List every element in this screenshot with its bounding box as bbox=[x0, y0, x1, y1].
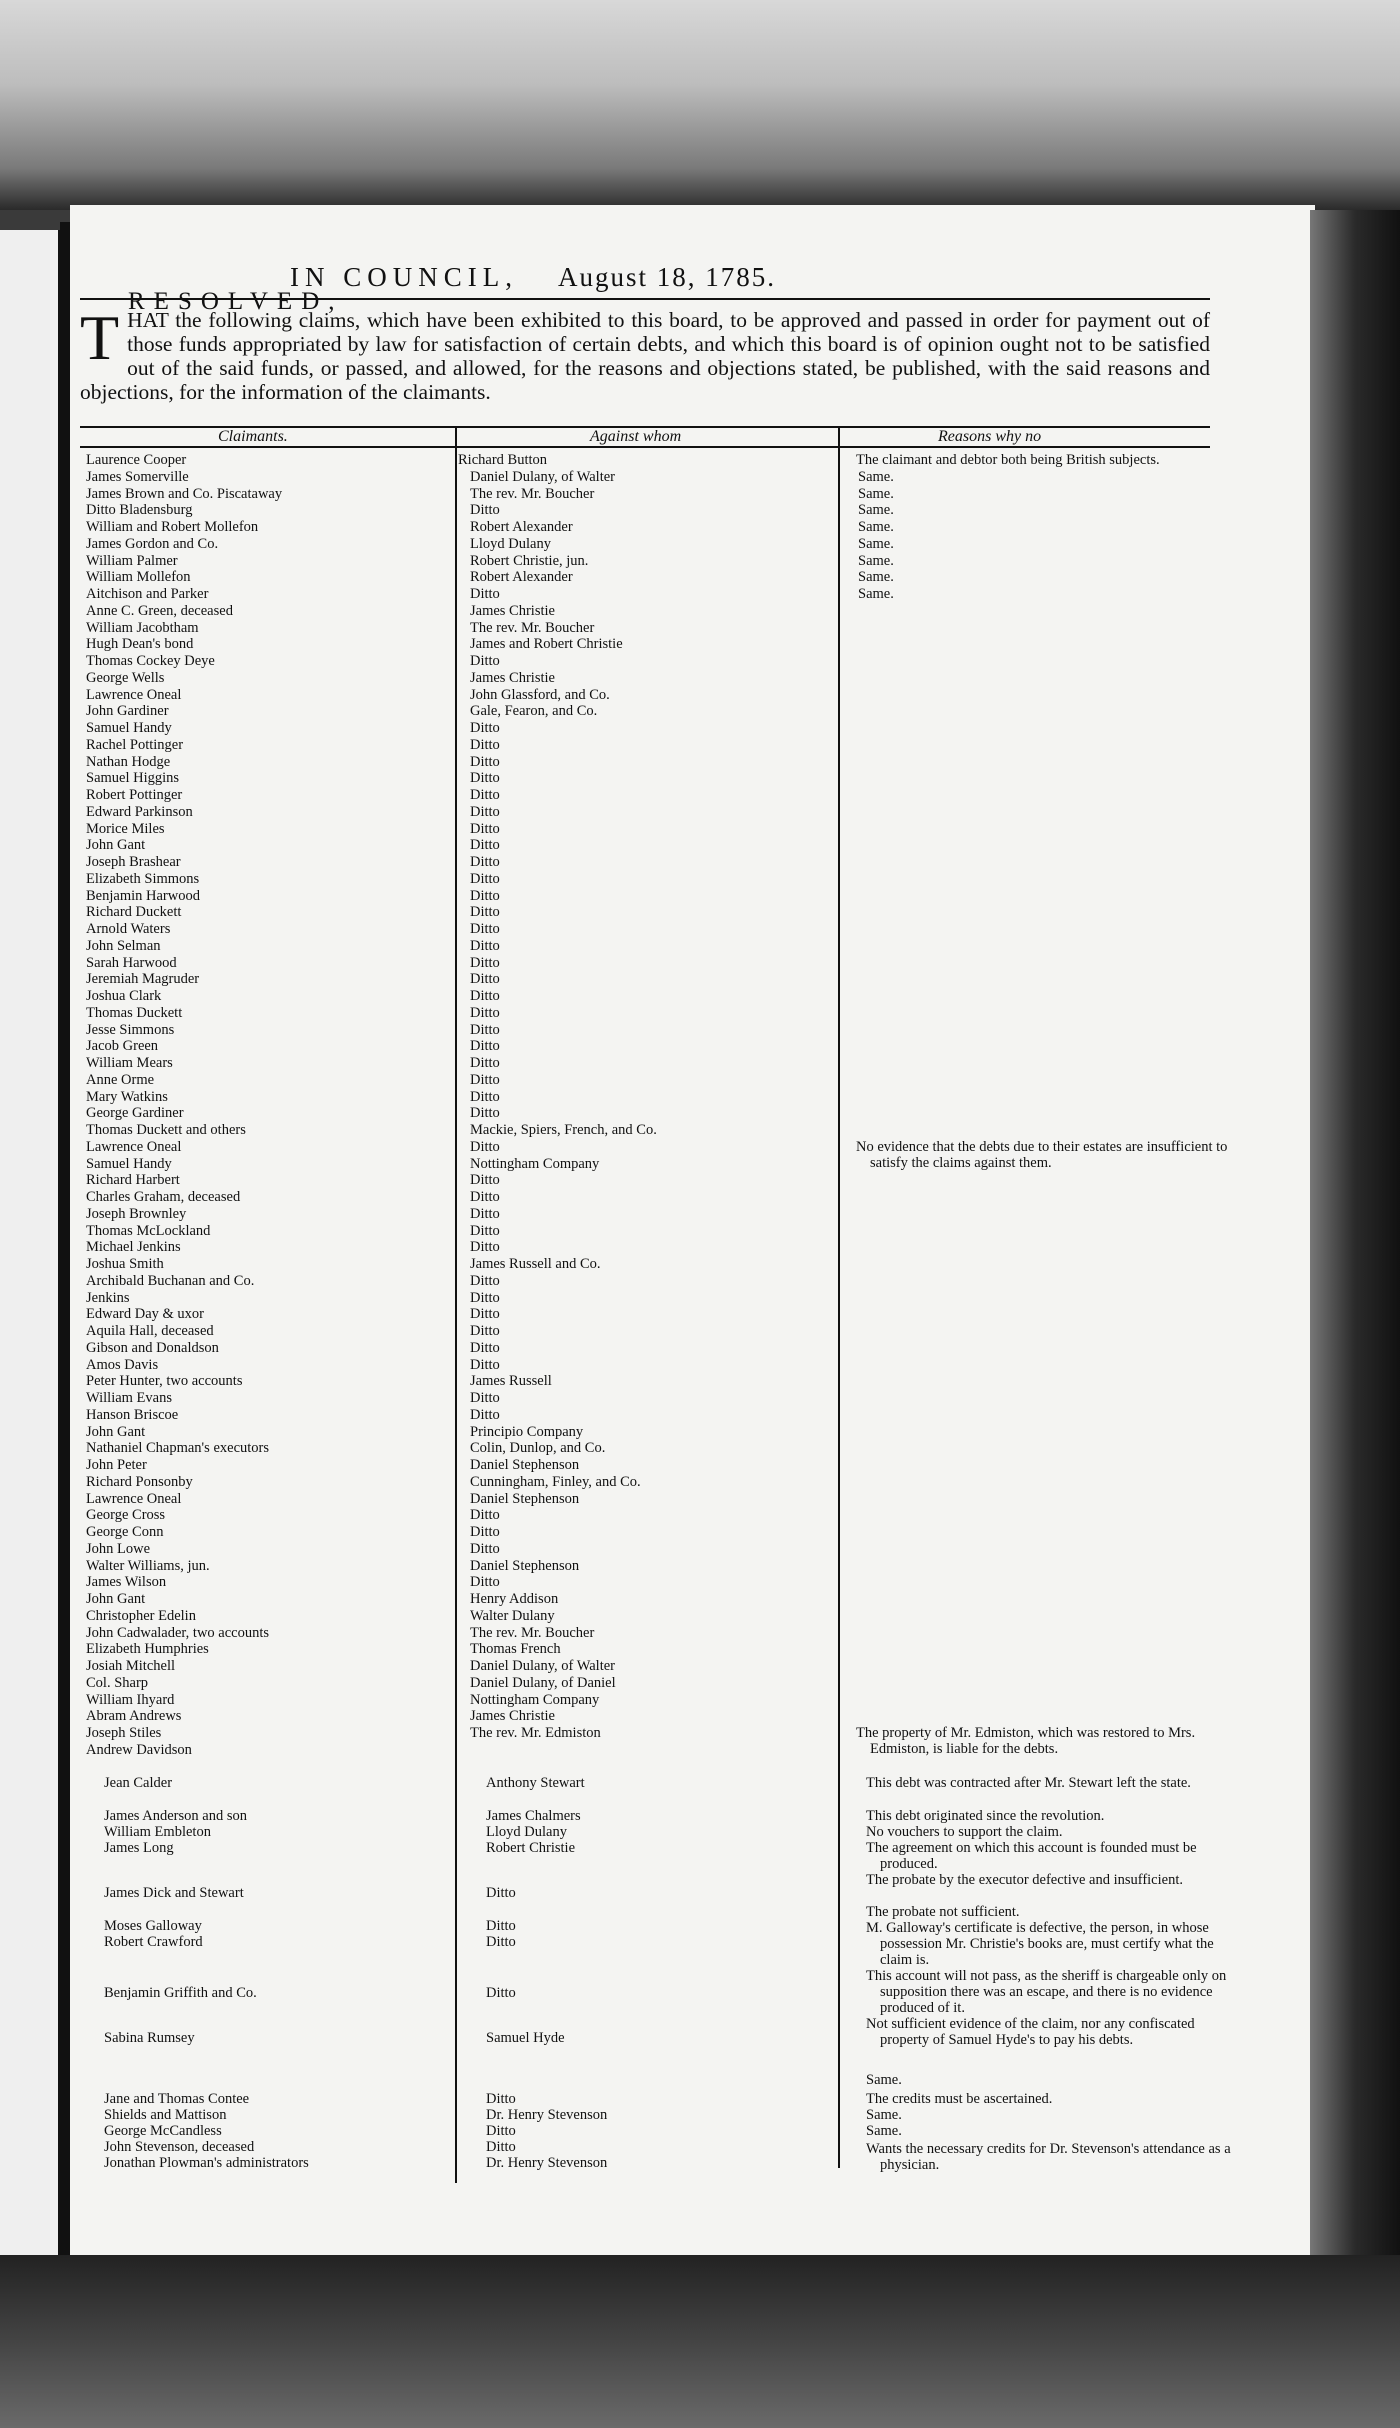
against-cell: Ditto bbox=[470, 1089, 500, 1105]
claimant-cell: Andrew Davidson bbox=[86, 1742, 192, 1758]
claimant-cell: John Gant bbox=[86, 837, 146, 853]
against-cell: The rev. Mr. Edmiston bbox=[470, 1725, 601, 1741]
column-header-reasons: Reasons why no bbox=[938, 428, 1042, 445]
against-cell: Ditto bbox=[470, 1390, 500, 1406]
against-cell: Robert Alexander bbox=[470, 569, 573, 585]
claimant-cell: George Conn bbox=[86, 1524, 164, 1540]
claimant-cell: Christopher Edelin bbox=[86, 1608, 196, 1624]
claimant-cell: Richard Ponsonby bbox=[86, 1474, 193, 1490]
against-cell: Ditto bbox=[470, 888, 500, 904]
against-cell: James Christie bbox=[470, 1708, 555, 1724]
claimant-cell: Walter Williams, jun. bbox=[86, 1558, 210, 1574]
claimant-cell: Thomas Cockey Deye bbox=[86, 653, 215, 669]
reason-cell: The agreement on which this account is founded must be produced. bbox=[866, 1840, 1197, 1872]
against-cell: James and Robert Christie bbox=[470, 636, 623, 652]
book-gutter bbox=[60, 222, 70, 2272]
reason-cell: The probate not sufficient. bbox=[866, 1904, 1020, 1920]
reason-cell: Wants the necessary credits for Dr. Stevenson's attendance as a physician. bbox=[866, 2141, 1231, 2173]
against-cell: John Glassford, and Co. bbox=[470, 687, 610, 703]
against-cell: James Russell bbox=[470, 1373, 552, 1389]
reason-cell: The credits must be ascertained. bbox=[866, 2091, 1053, 2107]
claimant-cell: Laurence Cooper bbox=[86, 452, 187, 468]
claimant-cell: Richard Duckett bbox=[86, 904, 182, 920]
claimant-cell: William Evans bbox=[86, 1390, 172, 1406]
against-cell: Ditto bbox=[470, 502, 500, 518]
claimant-cell: Peter Hunter, two accounts bbox=[86, 1373, 243, 1389]
claimant-cell: Col. Sharp bbox=[86, 1675, 149, 1691]
against-cell: Dr. Henry Stevenson bbox=[486, 2155, 608, 2171]
against-cell: Ditto bbox=[486, 1918, 516, 1934]
against-cell: Colin, Dunlop, and Co. bbox=[470, 1440, 606, 1456]
against-cell: Thomas French bbox=[470, 1641, 561, 1657]
reason-cell: Same. bbox=[858, 569, 894, 585]
claimant-cell: James Brown and Co. Piscataway bbox=[86, 486, 283, 502]
claimant-cell: Hanson Briscoe bbox=[86, 1407, 179, 1423]
against-cell: Ditto bbox=[470, 1139, 500, 1155]
claimant-cell: Jonathan Plowman's administrators bbox=[104, 2155, 309, 2171]
against-cell: Ditto bbox=[470, 1407, 500, 1423]
against-cell: James Russell and Co. bbox=[470, 1256, 601, 1272]
reason-cell: Same. bbox=[858, 502, 894, 518]
against-cell: The rev. Mr. Boucher bbox=[470, 620, 595, 636]
against-cell: Ditto bbox=[470, 1072, 500, 1088]
claimant-cell: Nathan Hodge bbox=[86, 754, 171, 770]
claimant-cell: Nathaniel Chapman's executors bbox=[86, 1440, 269, 1456]
claimant-cell: Rachel Pottinger bbox=[86, 737, 184, 753]
page-heading bbox=[290, 262, 776, 293]
against-cell: Ditto bbox=[470, 1507, 500, 1523]
claimant-cell: Arnold Waters bbox=[86, 921, 171, 937]
against-cell: Ditto bbox=[486, 2139, 516, 2155]
against-cell: Nottingham Company bbox=[470, 1156, 600, 1172]
claimant-cell: Gibson and Donaldson bbox=[86, 1340, 219, 1356]
against-cell: Richard Button bbox=[458, 452, 548, 468]
claimant-cell: James Long bbox=[104, 1840, 174, 1856]
against-cell: Ditto bbox=[470, 1189, 500, 1205]
claimant-cell: Aquila Hall, deceased bbox=[86, 1323, 214, 1339]
claimant-cell: William Palmer bbox=[86, 553, 178, 569]
against-cell: Daniel Stephenson bbox=[470, 1491, 580, 1507]
against-cell: Lloyd Dulany bbox=[470, 536, 551, 552]
claimant-cell: George McCandless bbox=[104, 2123, 222, 2139]
claimant-cell: Joshua Clark bbox=[86, 988, 162, 1004]
claimant-cell: James Wilson bbox=[86, 1574, 167, 1590]
against-cell: James Christie bbox=[470, 670, 555, 686]
claimant-cell: Robert Pottinger bbox=[86, 787, 183, 803]
against-cell: Ditto bbox=[470, 955, 500, 971]
against-cell: Mackie, Spiers, French, and Co. bbox=[470, 1122, 657, 1138]
claimant-cell: Robert Crawford bbox=[104, 1934, 203, 1950]
claimant-cell: Morice Miles bbox=[86, 821, 165, 837]
against-cell: The rev. Mr. Boucher bbox=[470, 1625, 595, 1641]
against-cell: Ditto bbox=[470, 1022, 500, 1038]
claimant-cell: Lawrence Oneal bbox=[86, 1491, 182, 1507]
claimant-cell: Michael Jenkins bbox=[86, 1239, 181, 1255]
against-cell: Ditto bbox=[486, 2091, 516, 2107]
against-cell: Ditto bbox=[470, 1323, 500, 1339]
against-cell: Ditto bbox=[470, 1239, 500, 1255]
claimant-cell: Elizabeth Simmons bbox=[86, 871, 200, 887]
claimant-cell: Jacob Green bbox=[86, 1038, 159, 1054]
claimant-cell: Mary Watkins bbox=[86, 1089, 168, 1105]
against-cell: Lloyd Dulany bbox=[486, 1824, 567, 1840]
against-cell: Ditto bbox=[470, 754, 500, 770]
reason-cell: Same. bbox=[866, 2072, 902, 2088]
claimant-cell: Joseph Stiles bbox=[86, 1725, 162, 1741]
against-cell: Ditto bbox=[470, 804, 500, 820]
heading-title: IN COUNCIL, bbox=[290, 262, 518, 292]
reason-cell: M. Galloway's certificate is defective, the person, in whose possession Mr. Christie's books are, must certify what the claim is. bbox=[866, 1920, 1214, 1968]
intro-text: HAT the following claims, which have been exhibited to this board, to be approved and passed in order for payment out of those funds appropriated by law for satisfaction of certain debts, and which this board is of opinion ought not to be satisfied out of the said funds, or passed, and allowed, for the reasons and objections stated, be published, with the said reasons and objections, for the information of the claimants. bbox=[80, 308, 1210, 404]
against-cell: Ditto bbox=[470, 988, 500, 1004]
reason-cell: Same. bbox=[858, 586, 894, 602]
against-cell: Ditto bbox=[470, 1541, 500, 1557]
against-cell: James Christie bbox=[470, 603, 555, 619]
against-cell: Daniel Dulany, of Walter bbox=[470, 1658, 615, 1674]
claimant-cell: Samuel Handy bbox=[86, 720, 172, 736]
claimant-cell: Joshua Smith bbox=[86, 1256, 164, 1272]
against-cell: Ditto bbox=[470, 921, 500, 937]
claimant-cell: James Gordon and Co. bbox=[86, 536, 219, 552]
claimant-cell: John Gant bbox=[86, 1591, 146, 1607]
claimant-cell: Shields and Mattison bbox=[104, 2107, 227, 2123]
claimant-cell: Ditto Bladensburg bbox=[86, 502, 193, 518]
claimant-cell: James Somerville bbox=[86, 469, 189, 485]
against-cell: Ditto bbox=[470, 787, 500, 803]
against-cell: Daniel Dulany, of Walter bbox=[470, 469, 615, 485]
scan-background-bottom bbox=[0, 2255, 1400, 2428]
against-cell: Ditto bbox=[470, 1223, 500, 1239]
against-cell: Ditto bbox=[470, 1172, 500, 1188]
against-cell: Daniel Stephenson bbox=[470, 1558, 580, 1574]
against-cell: Robert Christie bbox=[486, 1840, 576, 1856]
against-cell: Ditto bbox=[470, 871, 500, 887]
claimant-cell: Moses Galloway bbox=[104, 1918, 202, 1934]
claimant-cell: John Cadwalader, two accounts bbox=[86, 1625, 270, 1641]
against-cell: Ditto bbox=[486, 1985, 516, 2001]
against-cell: Walter Dulany bbox=[470, 1608, 555, 1624]
against-cell: Ditto bbox=[470, 653, 500, 669]
claimant-cell: William Jacobtham bbox=[86, 620, 199, 636]
against-cell: Cunningham, Finley, and Co. bbox=[470, 1474, 641, 1490]
claimant-cell: Elizabeth Humphries bbox=[86, 1641, 209, 1657]
claimant-cell: Amos Davis bbox=[86, 1357, 159, 1373]
claimant-cell: Charles Graham, deceased bbox=[86, 1189, 241, 1205]
claimant-cell: Edward Parkinson bbox=[86, 804, 193, 820]
claimant-cell: George Cross bbox=[86, 1507, 166, 1523]
against-cell: Ditto bbox=[470, 1574, 500, 1590]
against-cell: Ditto bbox=[470, 1524, 500, 1540]
heading-date: August 18, 1785. bbox=[558, 262, 777, 292]
reason-cell: This debt originated since the revolution. bbox=[866, 1808, 1105, 1824]
claimant-cell: Anne C. Green, deceased bbox=[86, 603, 233, 619]
claimant-cell: George Wells bbox=[86, 670, 165, 686]
claimant-cell: Hugh Dean's bond bbox=[86, 636, 194, 652]
claimant-cell: William Ihyard bbox=[86, 1692, 175, 1708]
against-cell: Daniel Dulany, of Daniel bbox=[470, 1675, 616, 1691]
scan-background-top bbox=[0, 0, 1400, 210]
against-cell: Ditto bbox=[470, 1038, 500, 1054]
claimant-cell: John Lowe bbox=[86, 1541, 151, 1557]
against-cell: Ditto bbox=[470, 854, 500, 870]
claimant-cell: Sarah Harwood bbox=[86, 955, 177, 971]
against-cell: Ditto bbox=[470, 1273, 500, 1289]
claimant-cell: George Gardiner bbox=[86, 1105, 184, 1121]
intro-paragraph bbox=[80, 302, 1210, 404]
claimant-cell: Jeremiah Magruder bbox=[86, 971, 200, 987]
claimant-cell: Jane and Thomas Contee bbox=[104, 2091, 250, 2107]
against-cell: Ditto bbox=[470, 821, 500, 837]
reason-cell: Same. bbox=[866, 2123, 902, 2139]
reason-cell: The claimant and debtor both being British subjects. bbox=[856, 452, 1160, 468]
against-cell: Samuel Hyde bbox=[486, 2030, 565, 2046]
reason-cell: This account will not pass, as the sheriff is chargeable only on supposition there was an escape, and there is no evidence produced of it. bbox=[866, 1968, 1227, 2016]
resolved-label: RESOLVED, bbox=[128, 288, 344, 315]
claimant-cell: Thomas Duckett and others bbox=[86, 1122, 246, 1138]
reason-cell: Same. bbox=[858, 469, 894, 485]
reason-cell: The property of Mr. Edmiston, which was restored to Mrs. Edmiston, is liable for the debts. bbox=[856, 1725, 1196, 1757]
against-cell: Ditto bbox=[470, 1055, 500, 1071]
against-cell: Ditto bbox=[470, 586, 500, 602]
claimant-cell: William and Robert Mollefon bbox=[86, 519, 259, 535]
column-header-against: Against whom bbox=[590, 428, 682, 445]
against-cell: Ditto bbox=[470, 1105, 500, 1121]
claimant-cell: Lawrence Oneal bbox=[86, 1139, 182, 1155]
against-cell: Ditto bbox=[470, 1005, 500, 1021]
claimant-cell: Joseph Brashear bbox=[86, 854, 181, 870]
claimant-cell: Anne Orme bbox=[86, 1072, 155, 1088]
reason-cell: This debt was contracted after Mr. Stewart left the state. bbox=[866, 1775, 1191, 1791]
reason-cell: The probate by the executor defective and insufficient. bbox=[866, 1872, 1183, 1888]
claimant-cell: Edward Day & uxor bbox=[86, 1306, 204, 1322]
against-cell: The rev. Mr. Boucher bbox=[470, 486, 595, 502]
claimant-cell: Samuel Higgins bbox=[86, 770, 180, 786]
claimant-cell: Aitchison and Parker bbox=[86, 586, 209, 602]
against-cell: Ditto bbox=[470, 770, 500, 786]
against-cell: Ditto bbox=[470, 737, 500, 753]
against-cell: Gale, Fearon, and Co. bbox=[470, 703, 598, 719]
against-cell: Ditto bbox=[470, 1340, 500, 1356]
claimant-cell: John Gardiner bbox=[86, 703, 169, 719]
claimant-cell: John Peter bbox=[86, 1457, 147, 1473]
against-cell: Ditto bbox=[470, 1290, 500, 1306]
claimant-cell: John Gant bbox=[86, 1424, 146, 1440]
claimant-cell: Joseph Brownley bbox=[86, 1206, 187, 1222]
against-cell: Robert Alexander bbox=[470, 519, 573, 535]
reason-cell: Same. bbox=[858, 519, 894, 535]
claimant-cell: Benjamin Harwood bbox=[86, 888, 200, 904]
claimant-cell: John Stevenson, deceased bbox=[104, 2139, 255, 2155]
against-cell: Ditto bbox=[470, 1306, 500, 1322]
against-cell: Ditto bbox=[486, 1934, 516, 1950]
against-cell: Ditto bbox=[470, 837, 500, 853]
against-cell: Henry Addison bbox=[470, 1591, 559, 1607]
claimant-cell: William Mears bbox=[86, 1055, 173, 1071]
column-header-claimants: Claimants. bbox=[218, 428, 288, 445]
claimant-cell: Jenkins bbox=[86, 1290, 130, 1306]
reason-cell: Same. bbox=[858, 553, 894, 569]
claimant-cell: Abram Andrews bbox=[86, 1708, 182, 1724]
against-cell: Robert Christie, jun. bbox=[470, 553, 589, 569]
claimant-cell: Richard Harbert bbox=[86, 1172, 180, 1188]
claimant-cell: Archibald Buchanan and Co. bbox=[86, 1273, 255, 1289]
claimant-cell: Thomas McLockland bbox=[86, 1223, 211, 1239]
against-cell: Ditto bbox=[470, 720, 500, 736]
claimant-cell: Thomas Duckett bbox=[86, 1005, 183, 1021]
against-cell: Ditto bbox=[486, 1885, 516, 1901]
reason-cell: Not sufficient evidence of the claim, nor any confiscated property of Samuel Hyde's to pay his debts. bbox=[866, 2016, 1195, 2048]
against-cell: Nottingham Company bbox=[470, 1692, 600, 1708]
against-cell: Dr. Henry Stevenson bbox=[486, 2107, 608, 2123]
reason-cell: Same. bbox=[866, 2107, 902, 2123]
book-edge-right bbox=[1310, 210, 1400, 2260]
claimant-cell: William Mollefon bbox=[86, 569, 191, 585]
claimant-cell: John Selman bbox=[86, 938, 161, 954]
against-cell: Anthony Stewart bbox=[486, 1775, 585, 1791]
claimant-cell: Josiah Mitchell bbox=[86, 1658, 176, 1674]
reason-cell: Same. bbox=[858, 486, 894, 502]
against-cell: Ditto bbox=[470, 938, 500, 954]
claimant-cell: Lawrence Oneal bbox=[86, 687, 182, 703]
against-cell: James Chalmers bbox=[486, 1808, 581, 1824]
claimant-cell: Benjamin Griffith and Co. bbox=[104, 1985, 257, 2001]
claimant-cell: Samuel Handy bbox=[86, 1156, 172, 1172]
column-divider-2 bbox=[838, 428, 840, 2168]
against-cell: Daniel Stephenson bbox=[470, 1457, 580, 1473]
column-divider-1 bbox=[455, 428, 457, 2183]
against-cell: Ditto bbox=[470, 971, 500, 987]
reason-cell: No evidence that the debts due to their estates are insufficient to satisfy the claims against them. bbox=[856, 1139, 1228, 1171]
claimant-cell: William Embleton bbox=[104, 1824, 211, 1840]
against-cell: Ditto bbox=[470, 1357, 500, 1373]
reason-cell: No vouchers to support the claim. bbox=[866, 1824, 1063, 1840]
claimant-cell: James Dick and Stewart bbox=[104, 1885, 244, 1901]
claimant-cell: James Anderson and son bbox=[104, 1808, 247, 1824]
facing-page-left bbox=[0, 230, 62, 2270]
drop-cap: T bbox=[80, 302, 120, 373]
against-cell: Ditto bbox=[470, 1206, 500, 1222]
claimant-cell: Jean Calder bbox=[104, 1775, 173, 1791]
claimant-cell: Sabina Rumsey bbox=[104, 2030, 195, 2046]
against-cell: Principio Company bbox=[470, 1424, 584, 1440]
against-cell: Ditto bbox=[486, 2123, 516, 2139]
claimant-cell: Jesse Simmons bbox=[86, 1022, 175, 1038]
reason-cell: Same. bbox=[858, 536, 894, 552]
header-bottom-rule bbox=[80, 446, 1210, 448]
against-cell: Ditto bbox=[470, 904, 500, 920]
